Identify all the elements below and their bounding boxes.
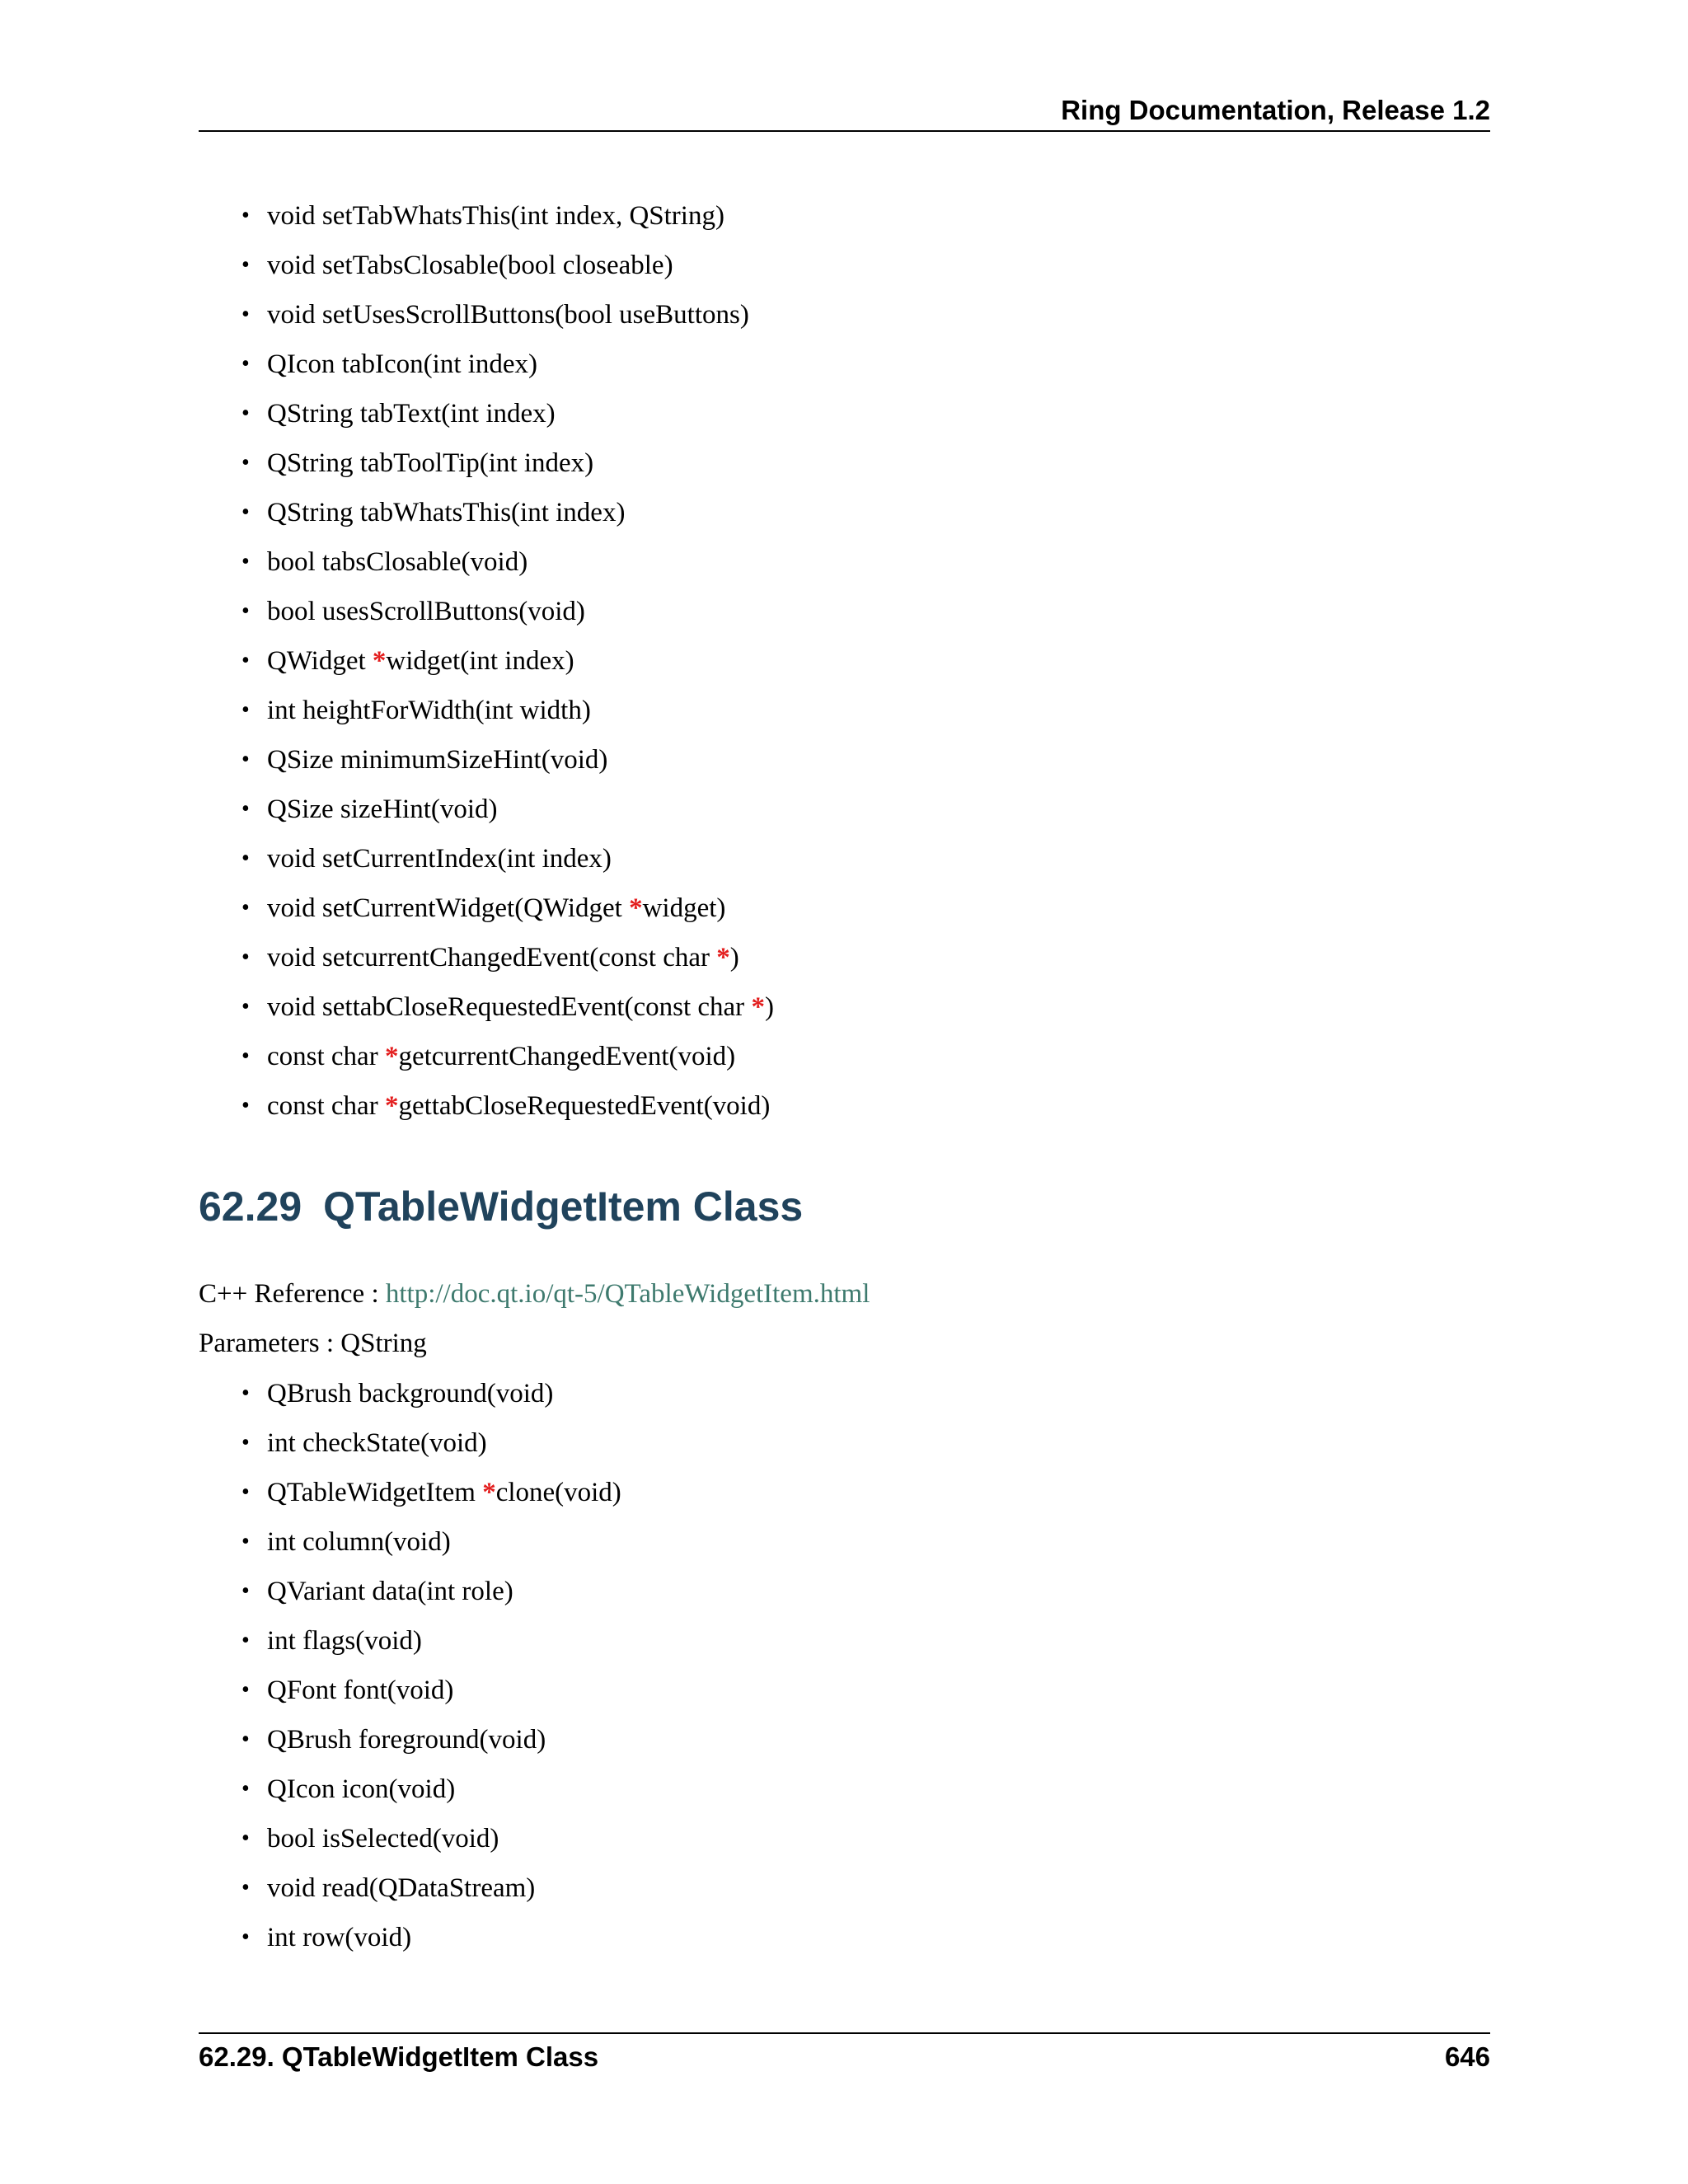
list-item [239,344,1393,394]
method-signature: QString tabToolTip(int index) [267,448,594,478]
list-item [239,740,1393,790]
list-item [239,542,1393,592]
cpp-reference-link[interactable]: http://doc.qt.io/qt-5/QTableWidgetItem.html [385,1279,870,1309]
pointer-asterisk: * [751,992,765,1022]
method-signature: QTableWidgetItem [267,1478,483,1507]
method-signature: bool isSelected(void) [267,1824,499,1854]
section-title: QTableWidgetItem Class [323,1183,804,1230]
method-signature: QString tabText(int index) [267,399,556,429]
method-signature-rest: clone(void) [495,1478,621,1507]
method-list-top [239,196,1393,1136]
list-item [239,1572,1393,1621]
method-signature: int checkState(void) [267,1428,487,1458]
list-item [239,641,1393,691]
method-signature: QFont font(void) [267,1675,454,1705]
method-signature: int row(void) [267,1923,412,1952]
list-item [239,1522,1393,1572]
method-signature: QSize minimumSizeHint(void) [267,745,608,775]
list-item [239,196,1393,246]
list-item [239,493,1393,542]
pointer-asterisk: * [384,1042,399,1071]
document-title: Ring Documentation, Release 1.2 [1061,95,1490,125]
method-signature: void setTabsClosable(bool closeable) [267,251,673,280]
method-signature-rest: widget) [642,893,726,923]
list-item [239,987,1393,1037]
list-item [239,839,1393,888]
list-item [239,443,1393,493]
list-item [239,592,1393,641]
method-signature: void settabCloseRequestedEvent(const char [267,992,752,1022]
method-signature: QBrush foreground(void) [267,1725,546,1755]
method-signature: QSize sizeHint(void) [267,794,498,824]
list-item [239,1037,1393,1086]
method-signature: int heightForWidth(int width) [267,696,591,725]
method-signature: QWidget [267,646,373,676]
list-item [239,295,1393,344]
method-signature: int flags(void) [267,1626,422,1656]
method-signature: QIcon icon(void) [267,1774,456,1804]
method-signature: const char [267,1042,385,1071]
pointer-asterisk: * [372,646,387,676]
method-signature: QBrush background(void) [267,1379,554,1408]
method-signature: void read(QDataStream) [267,1873,536,1903]
method-signature-rest: gettabCloseRequestedEvent(void) [398,1091,771,1121]
section-number: 62.29 [199,1183,302,1230]
list-item [239,1423,1393,1473]
page-number: 646 [1444,2041,1490,2072]
method-list-bottom [239,1374,1393,1967]
method-signature: bool usesScrollButtons(void) [267,597,585,626]
parameters-line: Parameters : QString [199,1329,427,1358]
cpp-reference-label: C++ Reference : [199,1279,386,1309]
method-signature: QString tabWhatsThis(int index) [267,498,626,527]
list-item [239,1918,1393,1967]
method-signature-rest: ) [764,992,774,1022]
list-item [239,1671,1393,1720]
pointer-asterisk: * [482,1478,496,1507]
footer-section: 62.29. QTableWidgetItem Class [199,2041,599,2072]
page-header [199,91,1490,132]
list-item [239,790,1393,839]
list-item [239,1473,1393,1522]
method-signature: void setUsesScrollButtons(bool useButtons) [267,300,749,330]
method-signature: void setCurrentWidget(QWidget [267,893,630,923]
list-item [239,394,1393,443]
list-item [239,1374,1393,1423]
list-item [239,1621,1393,1671]
page-footer [199,2032,1490,2083]
list-item [239,691,1393,740]
list-item [239,246,1393,295]
method-signature-rest: getcurrentChangedEvent(void) [398,1042,736,1071]
method-signature: void setcurrentChangedEvent(const char [267,943,717,972]
list-item [239,1819,1393,1868]
list-item [239,1769,1393,1819]
method-signature: void setTabWhatsThis(int index, QString) [267,201,724,231]
method-signature-rest: widget(int index) [386,646,574,676]
list-item [239,1720,1393,1769]
section-heading [199,1180,803,1233]
cpp-reference [199,1274,870,1314]
list-item [239,1868,1393,1918]
pointer-asterisk: * [384,1091,399,1121]
pointer-asterisk: * [629,893,643,923]
method-signature: bool tabsClosable(void) [267,547,528,577]
method-signature: const char [267,1091,385,1121]
pointer-asterisk: * [716,943,730,972]
list-item [239,1086,1393,1136]
method-signature: QIcon tabIcon(int index) [267,349,538,379]
method-signature: int column(void) [267,1527,451,1557]
list-item [239,888,1393,938]
method-signature: QVariant data(int role) [267,1577,513,1606]
method-signature-rest: ) [729,943,739,972]
method-signature: void setCurrentIndex(int index) [267,844,612,874]
list-item [239,938,1393,987]
